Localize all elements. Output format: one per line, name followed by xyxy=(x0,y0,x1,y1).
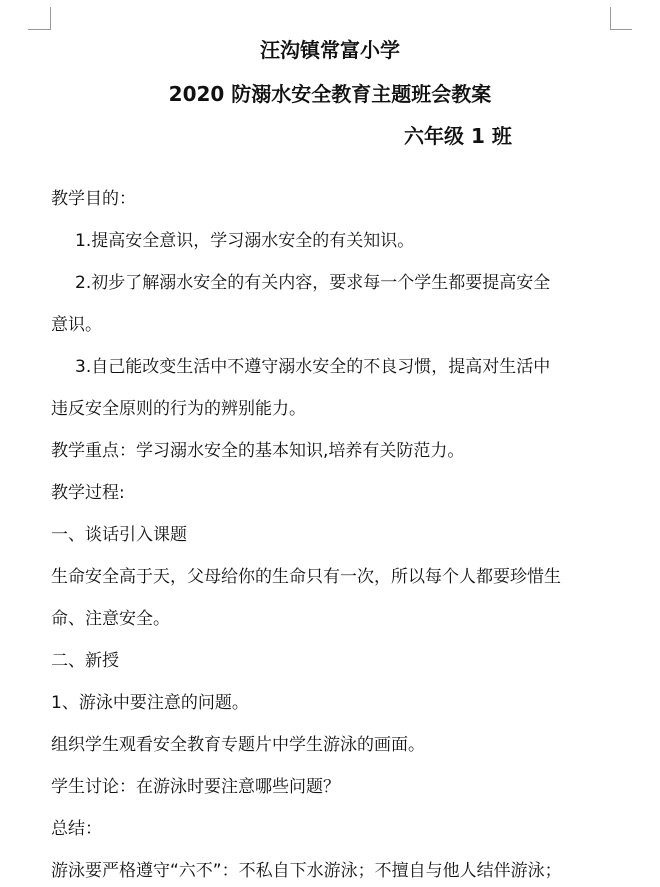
paragraph-discussion: 学生讨论：在游泳时要注意哪些问题？ xyxy=(51,777,340,797)
paragraph-intro: 生命安全高于天，父母给你的生命只有一次，所以每个人都要珍惜生 xyxy=(51,567,561,587)
section-heading-objectives: 教学目的： xyxy=(51,189,136,209)
part-one-heading: 一、谈话引入课题 xyxy=(51,525,187,545)
objective-item-2: 2.初步了解溺水安全的有关内容，要求每一个学生都要提高安全 xyxy=(75,273,551,293)
objective-item-3-continued: 违反安全原则的行为的辨别能力。 xyxy=(51,399,306,419)
summary-heading: 总结： xyxy=(51,819,102,839)
crop-mark-top-left-vertical xyxy=(50,7,51,30)
crop-mark-top-left-horizontal xyxy=(28,29,50,30)
crop-mark-top-right-vertical xyxy=(610,7,611,30)
class-name: 六年级 1 班 xyxy=(404,124,512,148)
lesson-plan-title: 2020 防溺水安全教育主题班会教案 xyxy=(168,82,492,106)
paragraph-six-rules: 游泳要严格遵守“六不”：不私自下水游泳；不擅自与他人结伴游泳； xyxy=(51,861,562,881)
part-two-heading: 二、新授 xyxy=(51,651,119,671)
paragraph-intro-continued: 命、注意安全。 xyxy=(51,609,170,629)
subsection-swimming: 1、游泳中要注意的问题。 xyxy=(51,693,249,713)
objective-item-3: 3.自己能改变生活中不遵守溺水安全的不良习惯，提高对生活中 xyxy=(75,357,551,377)
paragraph-watch-video: 组织学生观看安全教育专题片中学生游泳的画面。 xyxy=(51,735,425,755)
crop-mark-top-right-horizontal xyxy=(610,29,632,30)
objective-item-2-continued: 意识。 xyxy=(51,315,102,335)
section-heading-process: 教学过程: xyxy=(51,483,125,503)
objective-item-1: 1.提高安全意识，学习溺水安全的有关知识。 xyxy=(75,231,415,251)
teaching-focus: 教学重点：学习溺水安全的基本知识,培养有关防范力。 xyxy=(51,441,465,461)
school-title: 汪沟镇常富小学 xyxy=(260,38,400,62)
